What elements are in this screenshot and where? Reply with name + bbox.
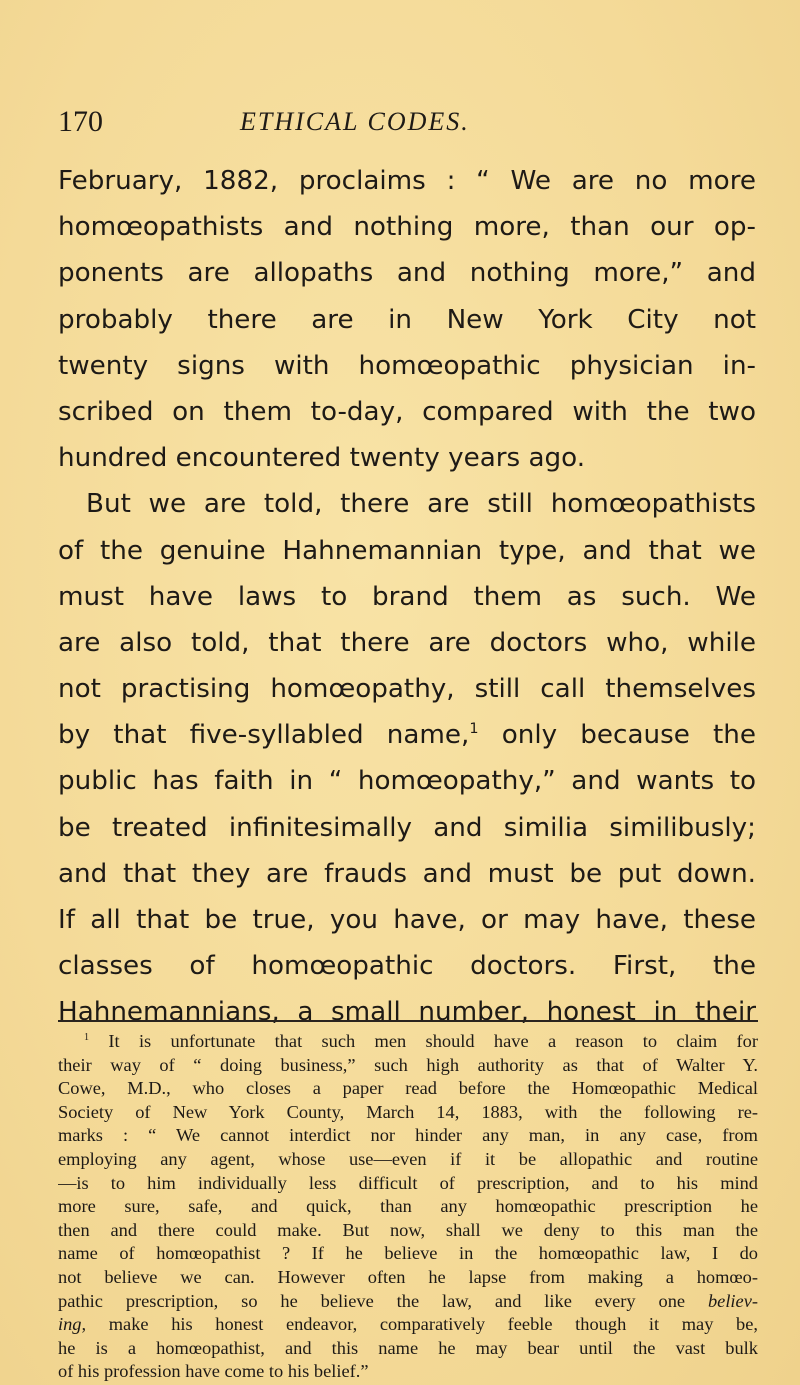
footnote-line-content: pathic prescription, so he believe the law, and like every one xyxy=(58,1290,686,1311)
footnote-italic-word: ing, xyxy=(58,1314,87,1335)
footnote-line: name of homœopathist ? If he believe in the homœopathic law, I do xyxy=(58,1243,758,1264)
footnote-line: Cowe, M.D., who closes a paper read before the Homœopathic Medical xyxy=(58,1078,758,1099)
text-line: not practising homœopathy, still call themselves xyxy=(58,674,756,705)
footnote-line-content: make his honest endeavor, comparatively feeble though it may be, xyxy=(108,1314,758,1335)
footnote-line: he is a homœopathist, and this name he may bear until the vast bulk xyxy=(58,1337,758,1358)
running-head: ETHICAL CODES. xyxy=(240,107,470,136)
footnote-line xyxy=(58,1313,758,1337)
text-line: February, 1882, proclaims : “ We are no more xyxy=(58,166,756,196)
page-header xyxy=(58,104,758,144)
footnote-line: then and there could make. But now, shall we deny to this man the xyxy=(58,1219,758,1240)
text-line: If all that be true, you have, or may have, these xyxy=(58,905,756,935)
footnote-line: not believe we can. However often he lapse from making a homœo- xyxy=(58,1266,758,1287)
main-text xyxy=(58,158,756,1036)
footnote-line: more sure, safe, and quick, than any homœopathic prescription he xyxy=(58,1196,758,1217)
text-line-start: by that five-syllabled name, xyxy=(58,720,470,751)
footnote-line: marks : “ We cannot interdict nor hinder any man, in any case, from xyxy=(58,1125,758,1146)
footnote-line xyxy=(58,1030,758,1054)
text-line: be treated infinitesimally and similia similibusly; xyxy=(58,812,756,843)
text-line: are also told, that there are doctors who, while xyxy=(58,627,756,658)
footnote-line: their way of “ doing business,” such high authority as that of Walter Y. xyxy=(58,1054,758,1075)
text-line: and that they are frauds and must be put down. xyxy=(58,858,756,889)
footnote-marker: 1 xyxy=(84,1031,90,1043)
footnote-reference: 1 xyxy=(469,721,479,738)
text-line: Hahnemannians, a small number, honest in their xyxy=(58,997,756,1028)
footnote-line: Society of New York County, March 14, 1883, with the following re- xyxy=(58,1101,758,1122)
text-line: homœopathists and nothing more, than our op- xyxy=(58,212,756,243)
text-line-content: hundred encountered twenty years ago. xyxy=(58,443,586,474)
text-line: But we are told, there are still homœopathists xyxy=(86,489,756,520)
text-line xyxy=(58,712,756,758)
footnote-line: of his profession have come to his belief.” xyxy=(58,1361,369,1382)
footnote xyxy=(58,1030,758,1384)
text-line: of the genuine Hahnemannian type, and that we xyxy=(58,535,756,566)
text-line: probably there are in New York City not xyxy=(58,304,756,335)
text-line: classes of homœopathic doctors. First, the xyxy=(58,951,756,982)
text-line-end: only because the xyxy=(501,720,756,751)
text-line: public has faith in “ homœopathy,” and wants to xyxy=(58,766,756,797)
text-line: twenty signs with homœopathic physician in- xyxy=(58,350,756,381)
footnote-line: employing any agent, whose use—even if it be allopathic and routine xyxy=(58,1148,758,1169)
footnote-line: —is to him individually less difficult of prescription, and to his mind xyxy=(58,1172,758,1193)
footnote-divider xyxy=(58,1020,758,1022)
text-line: must have laws to brand them as such. We xyxy=(58,581,756,612)
text-line: ponents are allopaths and nothing more,” and xyxy=(58,258,756,289)
footnote-italic-word: believ- xyxy=(707,1290,758,1311)
footnote-line-content: It is unfortunate that such men should have a reason to claim for xyxy=(108,1031,758,1051)
text-line xyxy=(58,435,756,481)
page-number: 170 xyxy=(58,105,103,138)
footnote-line xyxy=(58,1290,758,1314)
text-line: scribed on them to-day, compared with the two xyxy=(58,396,756,427)
